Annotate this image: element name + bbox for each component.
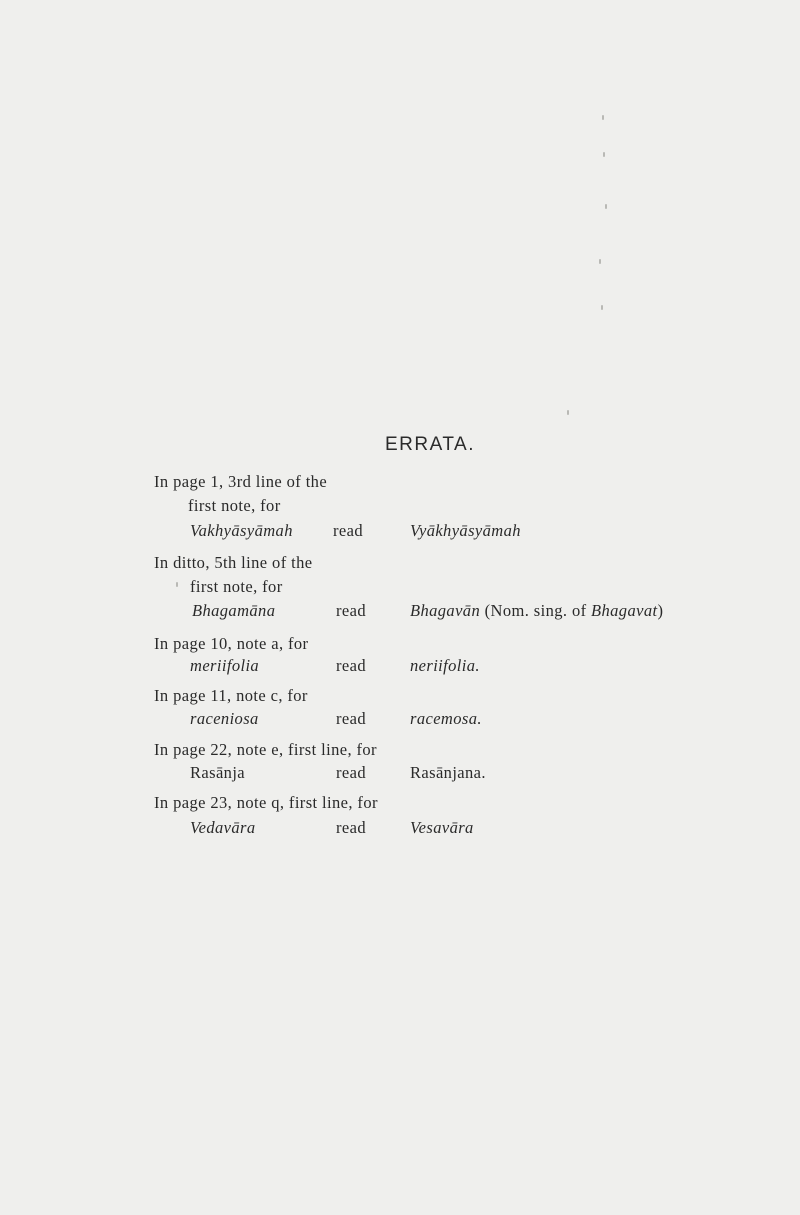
entry-4-read-label: read xyxy=(336,709,366,728)
entry-5-header-line1: In page 22, note e, first line, for xyxy=(154,740,377,759)
entry-2-note-close: ) xyxy=(657,601,664,620)
entry-4-header-line1: In page 11, note c, for xyxy=(154,686,308,705)
entry-2-correction xyxy=(410,601,663,621)
scan-speck xyxy=(567,410,569,415)
entry-6-read-label: read xyxy=(336,818,366,837)
entry-5-wrong-word: Rasānja xyxy=(190,763,246,782)
scan-speck xyxy=(605,204,607,209)
entry-5-correct-word: Rasānjana. xyxy=(410,763,486,782)
entry-1-read-label: read xyxy=(333,521,363,540)
entry-3-header-line1: In page 10, note a, for xyxy=(154,634,309,653)
entry-2-wrong-word: Bhagamāna xyxy=(192,601,276,620)
entry-1-header-line1: In page 1, 3rd line of the xyxy=(154,472,328,491)
entry-3-wrong-word: meriifolia xyxy=(190,656,260,675)
entry-2-note-open: (Nom. sing. of xyxy=(484,601,587,620)
entry-3-correct-word: neriifolia. xyxy=(410,656,480,675)
scan-speck xyxy=(176,582,178,587)
entry-1-wrong-word: Vakhyāsyāmah xyxy=(190,521,293,540)
entry-6-header-line1: In page 23, note q, first line, for xyxy=(154,793,378,812)
entry-1-correct-word: Vyākhyāsyāmah xyxy=(410,521,521,540)
entry-2-read-label: read xyxy=(336,601,366,620)
entry-6-wrong-word: Vedavāra xyxy=(190,818,256,837)
scan-speck xyxy=(599,259,601,264)
entry-5-read-label: read xyxy=(336,763,366,782)
entry-3-read-label: read xyxy=(336,656,366,675)
entry-2-note-italic: Bhagavat xyxy=(591,601,658,620)
scan-speck xyxy=(603,152,605,157)
entry-4-wrong-word: raceniosa xyxy=(190,709,259,728)
entry-6-correct-word: Vesavāra xyxy=(410,818,474,837)
entry-2-correct-word: Bhagavān xyxy=(410,601,481,620)
entry-2-header-line2: first note, for xyxy=(190,577,283,596)
entry-2-header-line1: In ditto, 5th line of the xyxy=(154,553,313,572)
entry-1-header-line2: first note, for xyxy=(188,496,281,515)
entry-4-correct-word: racemosa. xyxy=(410,709,482,728)
scan-speck xyxy=(602,115,604,120)
scan-speck xyxy=(601,305,603,310)
errata-title: ERRATA. xyxy=(384,434,476,455)
